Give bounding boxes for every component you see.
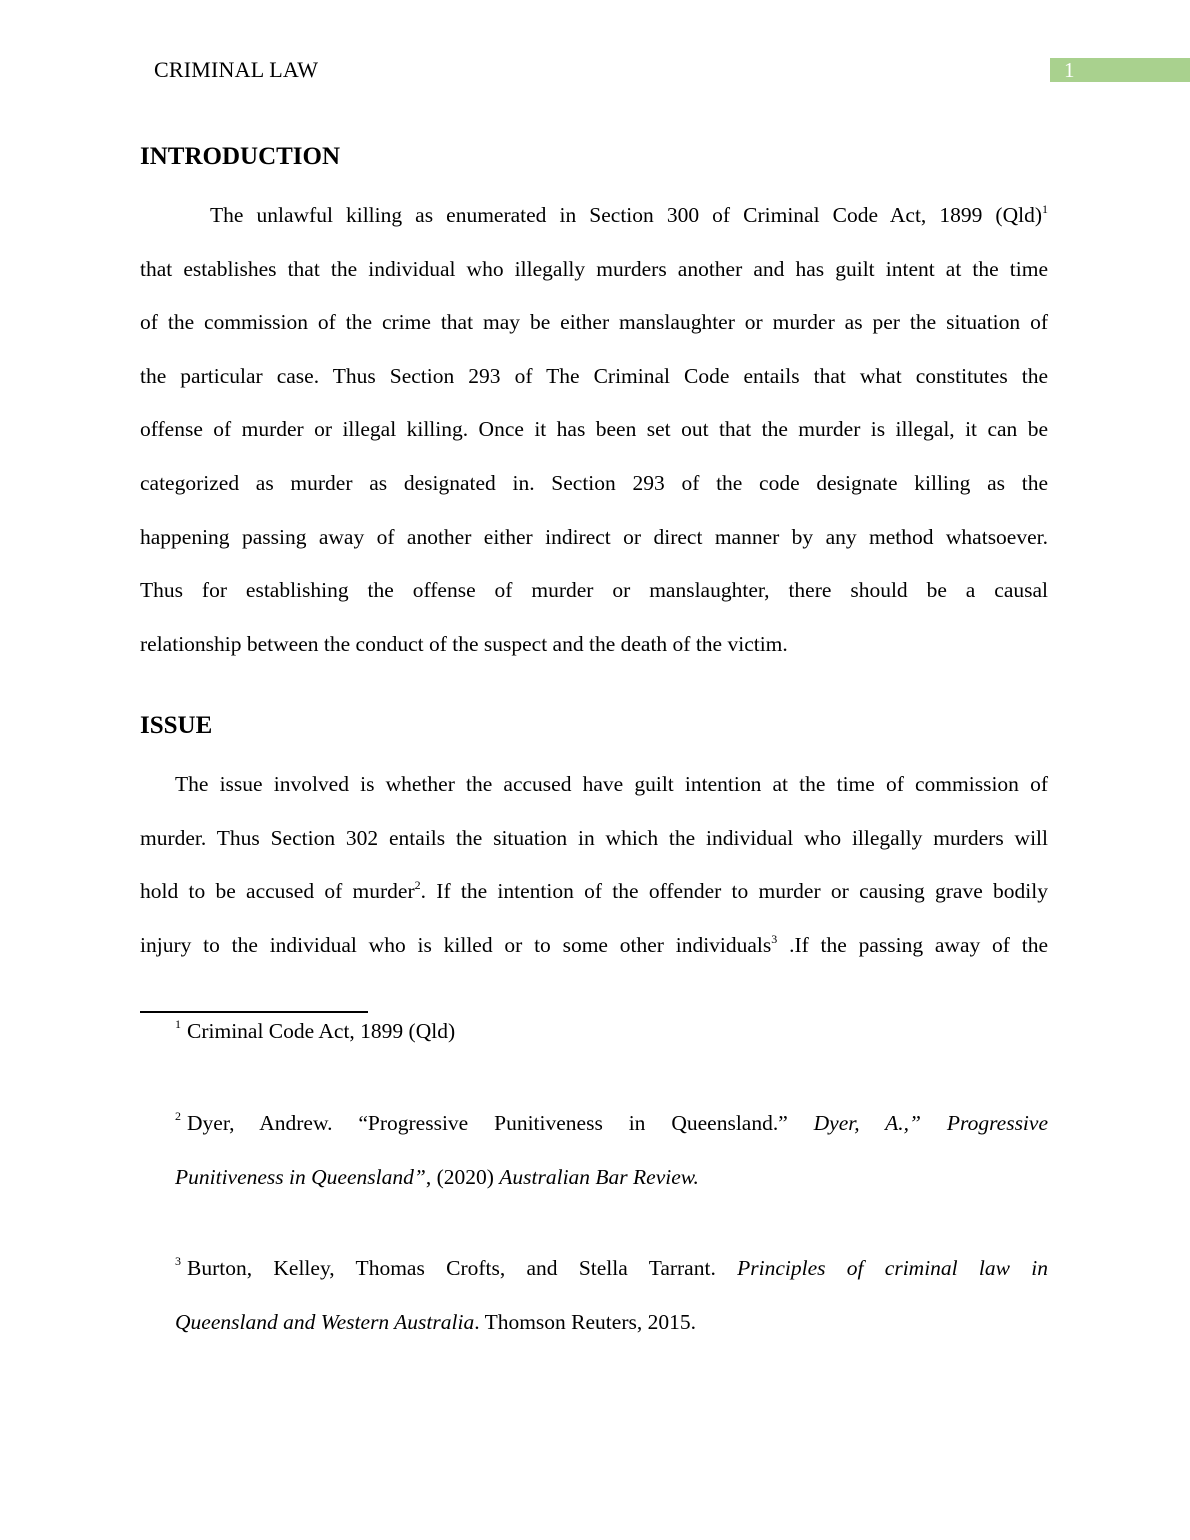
paragraph-line: The issue involved is whether the accused have guilt intention at the time of commission of bbox=[175, 772, 1048, 796]
footnote-2 bbox=[175, 1096, 1048, 1204]
text-run: . If the intention of the offender to murder or causing grave bodily bbox=[420, 879, 1048, 904]
paragraph-line: murder. Thus Section 302 entails the situation in which the individual who illegally murders will bbox=[140, 825, 1048, 850]
paragraph-line: happening passing away of another either indirect or direct manner by any method whatsoever. bbox=[140, 524, 1048, 549]
footnote-3 bbox=[175, 1241, 1048, 1349]
paragraph-line: Thus for establishing the offense of murder or manslaughter, there should be a causal bbox=[140, 578, 1048, 603]
paragraph-line bbox=[140, 189, 1048, 243]
citation-italic: Queensland and Western Australia bbox=[175, 1310, 475, 1334]
footnote-number: 2 bbox=[175, 1109, 181, 1123]
footnote-line bbox=[175, 1150, 1048, 1204]
footnote-line bbox=[175, 1295, 1048, 1349]
footnote-1 bbox=[175, 1004, 1048, 1058]
text-run: The unlawful killing as enumerated in Section 300 of Criminal Code Act, 1899 (Qld) bbox=[210, 203, 1042, 227]
page-number-bar bbox=[1050, 58, 1190, 82]
text-run: injury to the individual who is killed or to some other individuals bbox=[140, 932, 772, 957]
footnote-line bbox=[175, 1241, 1048, 1295]
footnote-number: 1 bbox=[175, 1017, 181, 1031]
paragraph-line bbox=[140, 919, 1048, 973]
text-run: hold to be accused of murder bbox=[140, 879, 415, 904]
page-number: 1 bbox=[1064, 58, 1075, 82]
text-run: Burton, Kelley, Thomas Crofts, and Stella Tarrant. bbox=[187, 1256, 738, 1280]
paragraph-line: of the commission of the crime that may be either manslaughter or murder as per the situation of bbox=[140, 310, 1048, 335]
footnote-ref[interactable]: 2 bbox=[414, 878, 421, 893]
introduction-paragraph bbox=[140, 189, 1048, 671]
text-run: , (2020) bbox=[425, 1165, 500, 1189]
paragraph-line: that establishes that the individual who illegally murders another and has guilt intent at the time bbox=[140, 256, 1048, 281]
citation-italic: Punitiveness in Queensland” bbox=[175, 1165, 426, 1189]
paragraph-line: the particular case. Thus Section 293 of The Criminal Code entails that what constitutes the bbox=[140, 363, 1048, 388]
text-run: . Thomson Reuters, 2015. bbox=[474, 1310, 696, 1334]
citation-italic: Principles of criminal law in bbox=[737, 1256, 1048, 1280]
footnote-line bbox=[175, 1096, 1048, 1150]
text-run: Criminal Code Act, 1899 (Qld) bbox=[187, 1019, 456, 1043]
introduction-heading: INTRODUCTION bbox=[140, 143, 341, 170]
issue-paragraph bbox=[140, 758, 1048, 972]
footnote-ref[interactable]: 1 bbox=[1042, 202, 1048, 216]
footnote-ref[interactable]: 3 bbox=[771, 931, 778, 946]
paragraph-line: relationship between the conduct of the suspect and the death of the victim. bbox=[140, 631, 788, 656]
text-run: Dyer, Andrew. “Progressive Punitiveness in Queensland.” bbox=[187, 1111, 814, 1135]
text-run: .If the passing away of the bbox=[777, 932, 1049, 957]
paragraph-line: offense of murder or illegal killing. Once it has been set out that the murder is illegal, it can be bbox=[140, 417, 1048, 442]
footnote-line bbox=[175, 1004, 1048, 1058]
footnote-number: 3 bbox=[175, 1254, 181, 1268]
citation-italic: Australian Bar Review. bbox=[499, 1165, 699, 1189]
paragraph-line: categorized as murder as designated in. Section 293 of the code designate killing as the bbox=[140, 470, 1048, 495]
issue-heading: ISSUE bbox=[140, 712, 213, 739]
running-header-title: CRIMINAL LAW bbox=[154, 57, 319, 82]
citation-italic: Dyer, A.,” Progressive bbox=[813, 1111, 1048, 1135]
paragraph-line bbox=[140, 865, 1048, 919]
